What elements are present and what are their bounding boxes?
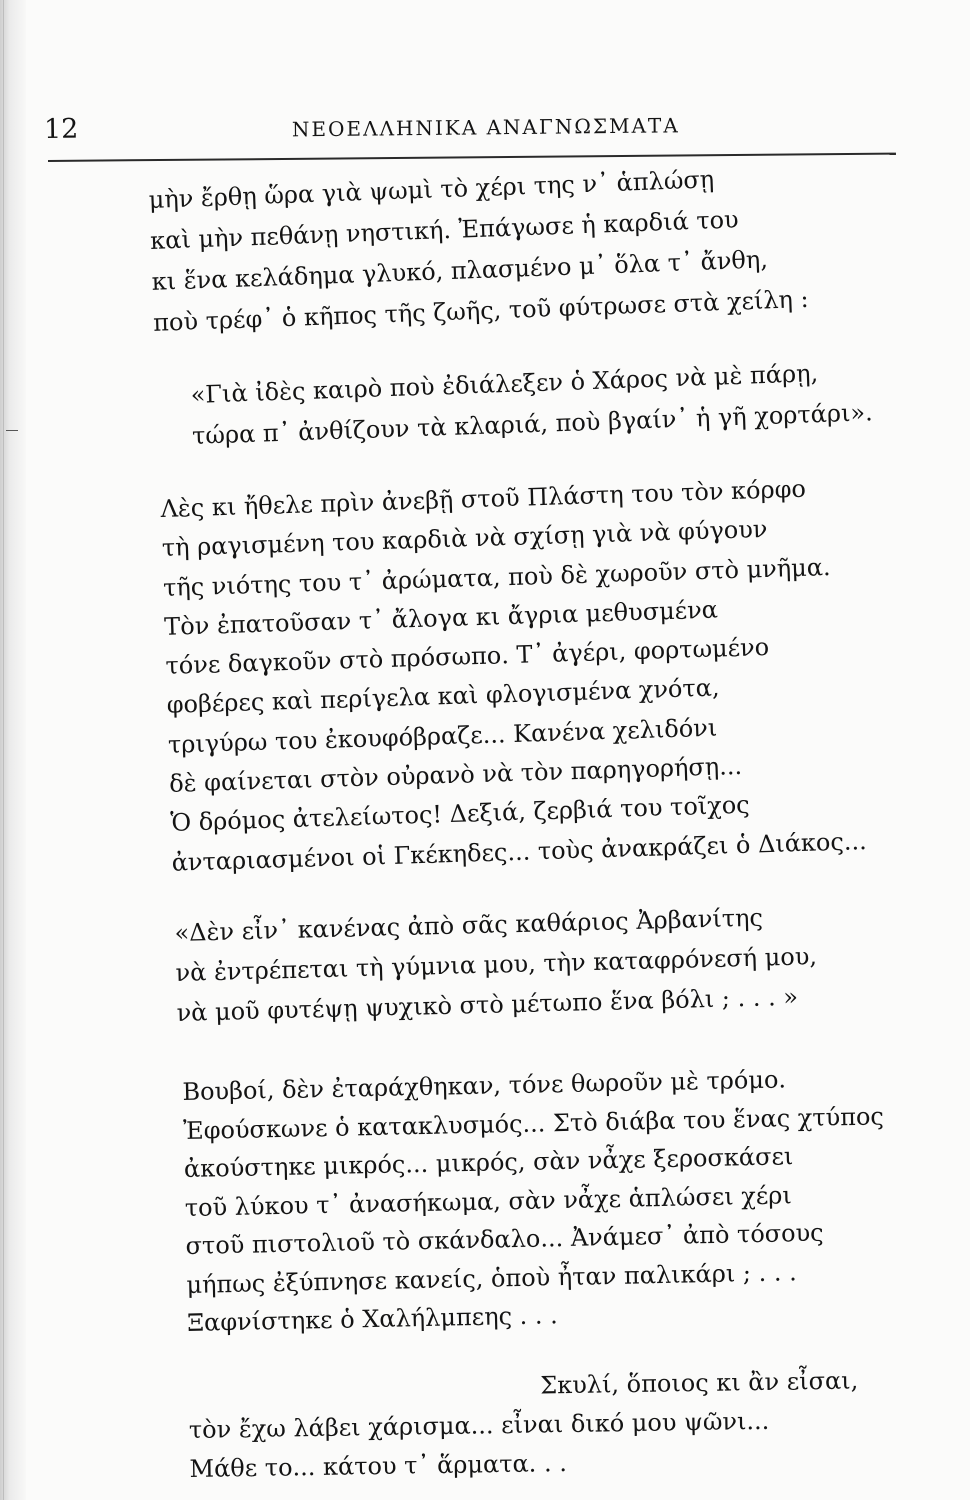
verse-line: φοβέρες καὶ περίγελα καὶ φλογισμένα χνότα, [166, 674, 720, 720]
verse-line: «Γιὰ ἰδὲς καιρὸ ποὺ ἐδιάλεξεν ὁ Χάρος νὰ μὲ πάρῃ, [190, 359, 819, 409]
verse-line: τοῦ λύκου τ᾽ ἀνασήκωμα, σὰν νἆχε ἁπλώσει χέρι [184, 1180, 793, 1222]
verse-line: Ἐφούσκωνε ὁ κατακλυσμός... Στὸ διάβα του ἕνας χτύπος [182, 1101, 885, 1145]
stanza-1 [148, 156, 809, 344]
verse-line: τώρα π᾽ ἀνθίζουν τὰ κλαριά, ποὺ βγαίν᾽ ἡ γῆ χορτάρι». [191, 398, 874, 450]
verse-line: τριγύρω του ἐκουφόβραζε... Κανένα χελιδόνι [167, 713, 718, 759]
verse-line: τὸν ἔχω λάβει χάρισμα... εἶναι δικό μου ψῶνι... [188, 1406, 770, 1444]
verse-line: καὶ μὴν πεθάνῃ νηστική. Ἐπάγωσε ἡ καρδιά του [149, 205, 740, 255]
stanza-2-quote [190, 351, 873, 457]
verse-line: μὴν ἔρθῃ ὥρα γιὰ ψωμὶ τὸ χέρι της ν᾽ ἁπλώσῃ [148, 165, 715, 214]
verse-line: Μάθε το... κάτου τ᾽ ἅρματα. . . [189, 1449, 568, 1483]
verse-line: μήπως ἐξύπνησε κανείς, ὁποὺ ἦταν παλικάρι ; . . . [186, 1257, 797, 1299]
verse-line: στοῦ πιστολιοῦ τὸ σκάνδαλο... Ἀνάμεσ᾽ ἀπὸ τόσους [185, 1218, 824, 1260]
verse-line: κι ἕνα κελάδημα γλυκό, πλασμένο μ᾽ ὅλα τ᾽ ἄνθη, [151, 245, 769, 296]
verse-line: ἀκούστηκε μικρός... μικρός, σὰν νἆχε ξεροσκάσει [183, 1142, 794, 1183]
verse-line: Σκυλί, ὅποιος κι ἂν εἶσαι, [540, 1366, 859, 1400]
stanza-4-quote [174, 896, 819, 1033]
verse-line: ποὺ τρέφ᾽ ὁ κῆπος τῆς ζωῆς, τοῦ φύτρωσε στὰ χείλη : [152, 284, 810, 337]
verse-line: τὴ ραγισμένη του καρδιὰ νὰ σχίσῃ γιὰ νὰ φύγουν [161, 515, 768, 563]
verse-line: Ὁ δρόμος ἀτελείωτος! Δεξιά, ζερβιά του τοῖχος [170, 791, 751, 838]
verse-line: Τὸν ἐπατοῦσαν τ᾽ ἄλογα κι ἄγρια μεθυσμένα [163, 595, 719, 641]
verse-line: Λὲς κι ἤθελε πρὶν ἀνεβῇ στοῦ Πλάστη του τὸν κόρφο [160, 474, 807, 523]
verse-line: δὲ φαίνεται στὸν οὐρανὸ νὰ τὸν παρηγορήσῃ... [168, 751, 743, 798]
page-number: 12 [43, 113, 79, 145]
verse-line: «Δὲν εἶν᾽ κανένας ἀπὸ σᾶς καθάριος Ἀρβανίτης [174, 903, 764, 947]
running-head: ΝΕΟΕΛΛΗΝΙΚΑ ΑΝΑΓΝΩΣΜΑΤΑ [291, 113, 680, 142]
stanza-3 [160, 468, 867, 883]
verse-line: νὰ μοῦ φυτέψῃ ψυχικὸ στὸ μέτωπο ἕνα βόλι ; . . . » [176, 982, 799, 1027]
stanza-6 [188, 1361, 860, 1489]
verse-line: νὰ ἐντρέπεται τὴ γύμνια μου, τὴν καταφρόνεσή μου, [175, 942, 818, 987]
verse-line: Βουβοί, δὲν ἐταράχθηκαν, τόνε θωροῦν μὲ τρόμο. [182, 1065, 787, 1106]
verse-line: τῆς νιότης του τ᾽ ἀρώματα, ποὺ δὲ χωροῦν στὸ μνῆμα. [162, 552, 831, 602]
verse-line: ἀνταριασμένοι οἱ Γκέκηδες... τοὺς ἀνακράζει ὁ Διάκος... [171, 826, 868, 877]
stanza-5 [182, 1058, 888, 1342]
verse-line: Ξαφνίστηκε ὁ Χαλήλμπεης . . . [186, 1301, 559, 1337]
verse-line: τόνε δαγκοῦν στὸ πρόσωπο. Τ᾽ ἀγέρι, φορτωμένο [165, 633, 770, 681]
